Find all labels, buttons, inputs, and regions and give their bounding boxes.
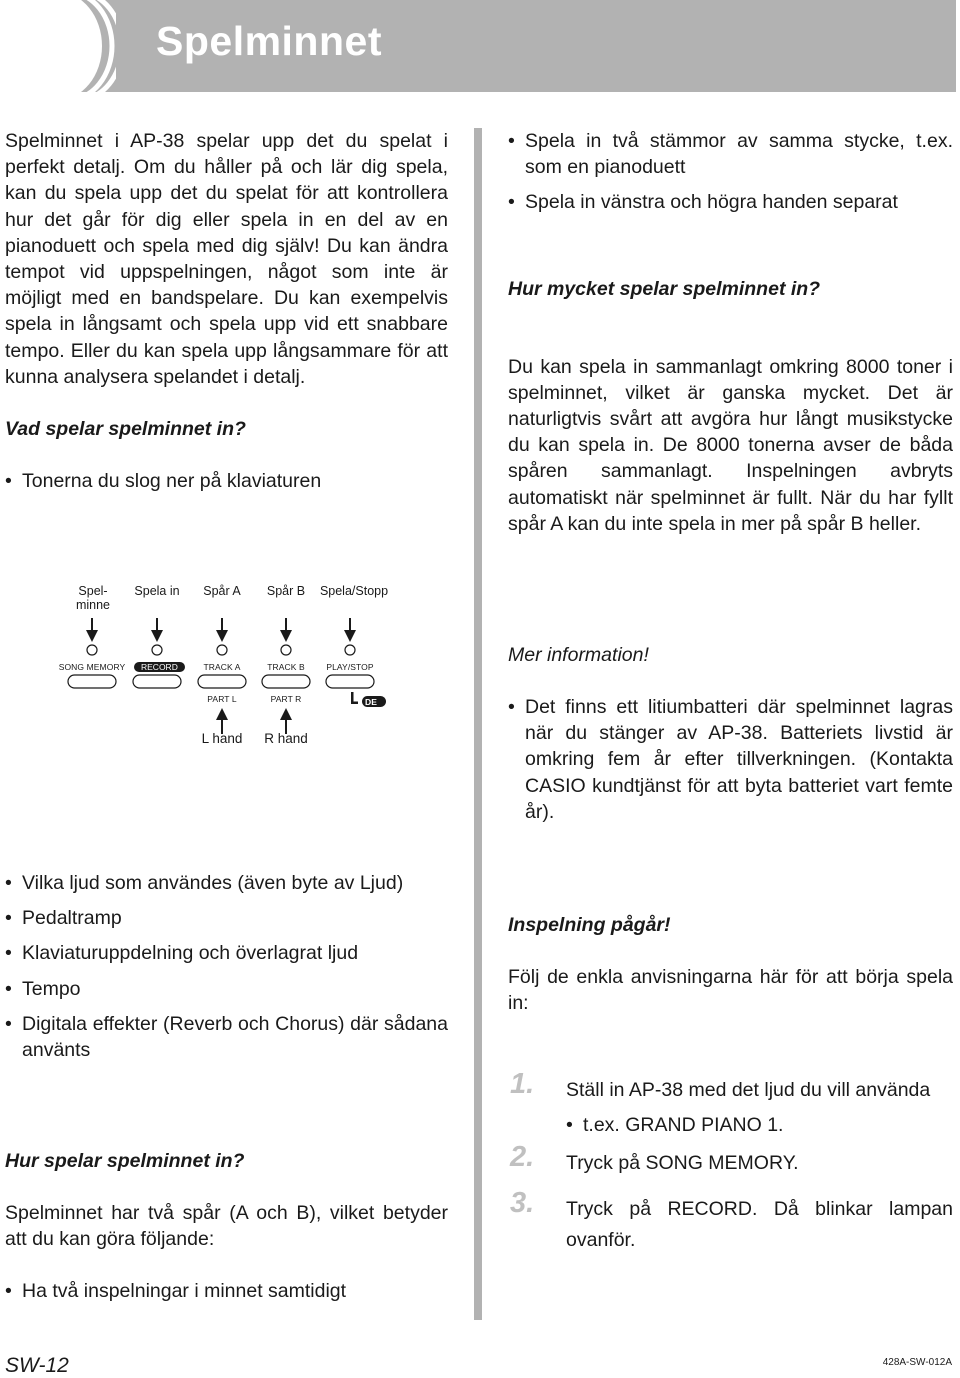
label-play-stop: Spela/Stopp [319, 584, 389, 598]
label-l-hand: L hand [201, 731, 243, 746]
label-track-a: Spår A [203, 584, 241, 598]
heading-how-records: Hur spelar spelminnet in? [5, 1150, 245, 1172]
label-de: DE [365, 697, 378, 707]
page-title: Spelminnet [156, 18, 382, 64]
step-1-number: 1. [510, 1068, 535, 1100]
heading-what-records: Vad spelar spelminnet in? [5, 418, 246, 441]
how-paragraph: Spelminnet har två spår (A och B), vilket betyder att du kan göra följande: [5, 1202, 448, 1251]
header-arc-decoration [6, 0, 116, 92]
bullet-keys: • Tonerna du slog ner på klaviaturen [5, 468, 448, 494]
page-number: SW-12 [5, 1354, 69, 1377]
label-part-r: PART R [270, 694, 302, 704]
bullet-two-recordings: • Ha två inspelningar i minnet samtidigt [5, 1278, 448, 1304]
label-song-memory: Spel- minne [75, 584, 111, 612]
column-divider [474, 128, 482, 1320]
label-track-b: Spår B [266, 584, 306, 598]
step-1 [508, 1068, 953, 1106]
button-track-b[interactable]: TRACK B [267, 662, 305, 672]
heading-recording: Inspelning pågår! [508, 914, 671, 936]
button-song-memory[interactable]: SONG MEMORY [58, 662, 126, 672]
step-3-text: Tryck på RECORD. Då blinkar lampan ovanför. [566, 1198, 953, 1252]
page-header [6, 0, 956, 92]
bullet-pedal: • Pedaltramp [5, 905, 448, 931]
label-record: Spela in [134, 584, 180, 598]
heading-how-much: Hur mycket spelar spelminnet in? [508, 277, 821, 300]
steps-list [508, 1068, 953, 1256]
step-1-text: Ställ in AP-38 med det ljud du vill använda [566, 1079, 931, 1101]
bullet-tempo: • Tempo [5, 976, 448, 1002]
recording-paragraph: Följ de enkla anvisningarna här för att börja spela in: [508, 966, 953, 1015]
button-play-stop[interactable]: PLAY/STOP [326, 662, 374, 672]
label-r-hand: R hand [264, 731, 308, 746]
right-column-recording [508, 912, 953, 1016]
left-column-how [5, 1148, 448, 1305]
button-track-a[interactable]: TRACK A [203, 662, 241, 672]
button-record[interactable]: RECORD [134, 662, 185, 672]
bullet-battery: • Det finns ett litiumbatteri där spelminnet lagras när du stänger av AP-38. Batteriets livstid är omkring fem år efter tillverkningen. (Kontakta CASIO kundtjänst för att byta batteriet vart femte år). [508, 694, 953, 825]
step-1-sub-bullet: • t.ex. GRAND PIANO 1. [566, 1112, 953, 1138]
bullet-hands-separate: • Spela in vänstra och högra handen separat [508, 189, 953, 215]
intro-paragraph: Spelminnet i AP-38 spelar upp det du spelat i perfekt detalj. Om du håller på och lär dig spela, kan du spela upp det du spelat för att kontrollera hur det går för dig eller spela in en del av en pianoduett och spela med dig själv! Du kan ändra tempot vid uppspelningen, något som inte är möjligt med en bandspelare. Du kan exempelvis spela in långsamt och spela upp vid ett snabbare tempo. Eller du kan spela upp långsammare för att kunna analysera spelandet i detalj. [5, 130, 448, 388]
step-2 [508, 1141, 953, 1179]
left-column-bottom [5, 870, 448, 1063]
step-2-number: 2. [510, 1141, 535, 1174]
heading-more-info: Mer information! [508, 644, 649, 666]
right-column-top [508, 128, 953, 537]
bullet-sounds: • Vilka ljud som användes (även byte av Ljud) [5, 870, 448, 896]
label-part-l: PART L [207, 694, 237, 704]
left-column-top [5, 128, 448, 494]
how-much-paragraph: Du kan spela in sammanlagt omkring 8000 toner i spelminnet, vilket är ganska mycket. Det är naturligtvis svårt att avgöra hur långt musikstycke du kan spela in. De 8000 tonerna avser de båda spåren sammanlagt. Inspelningen avbryts automatiskt när spelminnet är fullt. När du har fyllt spår A kan du inte spela in mer på spår B heller. [508, 355, 953, 535]
bullet-effects: • Digitala effekter (Reverb och Chorus) där sådana använts [5, 1011, 448, 1063]
step-3 [508, 1187, 953, 1256]
bullet-duet: • Spela in två stämmor av samma stycke, t.ex. som en pianoduett [508, 128, 953, 180]
right-column-info [508, 642, 953, 825]
button-diagram [55, 578, 395, 758]
step-2-text: Tryck på SONG MEMORY. [566, 1152, 799, 1175]
step-3-number: 3. [510, 1187, 535, 1220]
document-code: 428A-SW-012A [882, 1357, 952, 1368]
bullet-split-layer: • Klaviaturuppdelning och överlagrat ljud [5, 940, 448, 966]
